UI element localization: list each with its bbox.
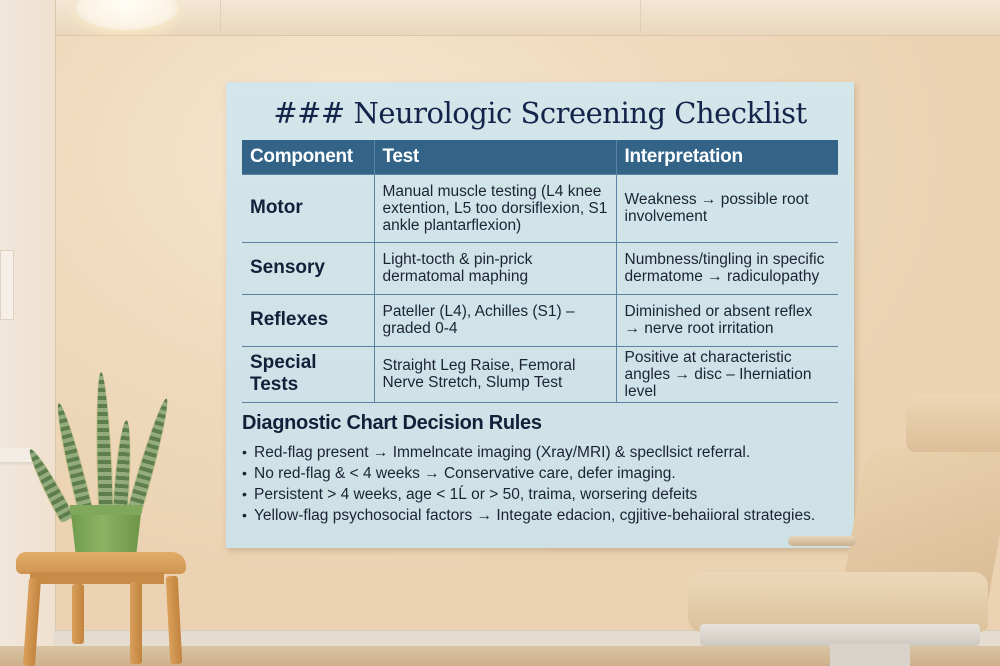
component-cell: Motor [242,174,374,242]
rule-text: No red-flag & < 4 weeks → Conservative care, defer imaging. [254,465,676,482]
list-item [242,505,815,526]
interpretation-cell: Positive at characteristic angles → disc – Iherniation level [616,346,838,402]
header-component: Component [242,140,374,174]
table-row [242,346,838,402]
decision-rules-heading: Diagnostic Chart Decision Rules [242,412,542,434]
pot-rim [70,505,142,515]
test-cell: Manual muscle testing (L4 knee extention, L5 too dorsiflexion, S1 ankle plantarflexion) [374,174,616,242]
header-test: Test [374,140,616,174]
wall-plate [0,250,14,320]
decision-rules-list [242,442,815,526]
component-cell: Sensory [242,242,374,294]
table-row [242,294,838,346]
bullet-icon: • [242,507,247,523]
component-cell: Reflexes [242,294,374,346]
chair-pedestal [830,644,910,666]
table-apron [30,572,164,584]
table-row [242,174,838,242]
rule-text: Persistent > 4 weeks, age < 1Ĺ or > 50, traima, worsering defeits [254,486,698,503]
table-leg [72,584,84,644]
rule-text: Red-flag present → Immelncate imaging (Xray/MRI) & specllsict referral. [254,444,751,461]
ceiling-tile-seam [640,0,641,36]
bullet-icon: • [242,486,247,502]
list-item [242,484,815,505]
bullet-icon: • [242,465,247,481]
chair-armrest [788,536,856,546]
rule-text: Yellow-flag psychosocial factors → Integate edacion, cgjitive-behaiioral strategies. [254,507,816,524]
test-cell: Light-tocth & pin-prick dermatomal maphing [374,242,616,294]
screening-table [242,140,838,403]
ceiling-tile-seam [220,0,221,36]
table-leg [130,582,142,664]
table-row [242,242,838,294]
component-cell: Special Tests [242,346,374,402]
table-top [16,552,186,574]
neurologic-checklist-poster [226,82,854,548]
chair-seat [688,572,988,632]
interpretation-cell: Numbness/tingling in specific dermatome → radiculopathy [616,242,838,294]
table-header-row [242,140,838,174]
bullet-icon: • [242,444,247,460]
list-item [242,463,815,484]
interpretation-cell: Diminished or absent reflex → nerve root irritation [616,294,838,346]
interpretation-cell: Weakness → possible root involvement [616,174,838,242]
poster-title: ### Neurologic Screening Checklist [273,96,807,130]
chair-base [700,624,980,646]
test-cell: Straight Leg Raise, Femoral Nerve Stretch, Slump Test [374,346,616,402]
list-item [242,442,815,463]
header-interpretation: Interpretation [616,140,838,174]
test-cell: Pateller (L4), Achilles (S1) – graded 0-4 [374,294,616,346]
chair-headrest [906,394,1000,452]
